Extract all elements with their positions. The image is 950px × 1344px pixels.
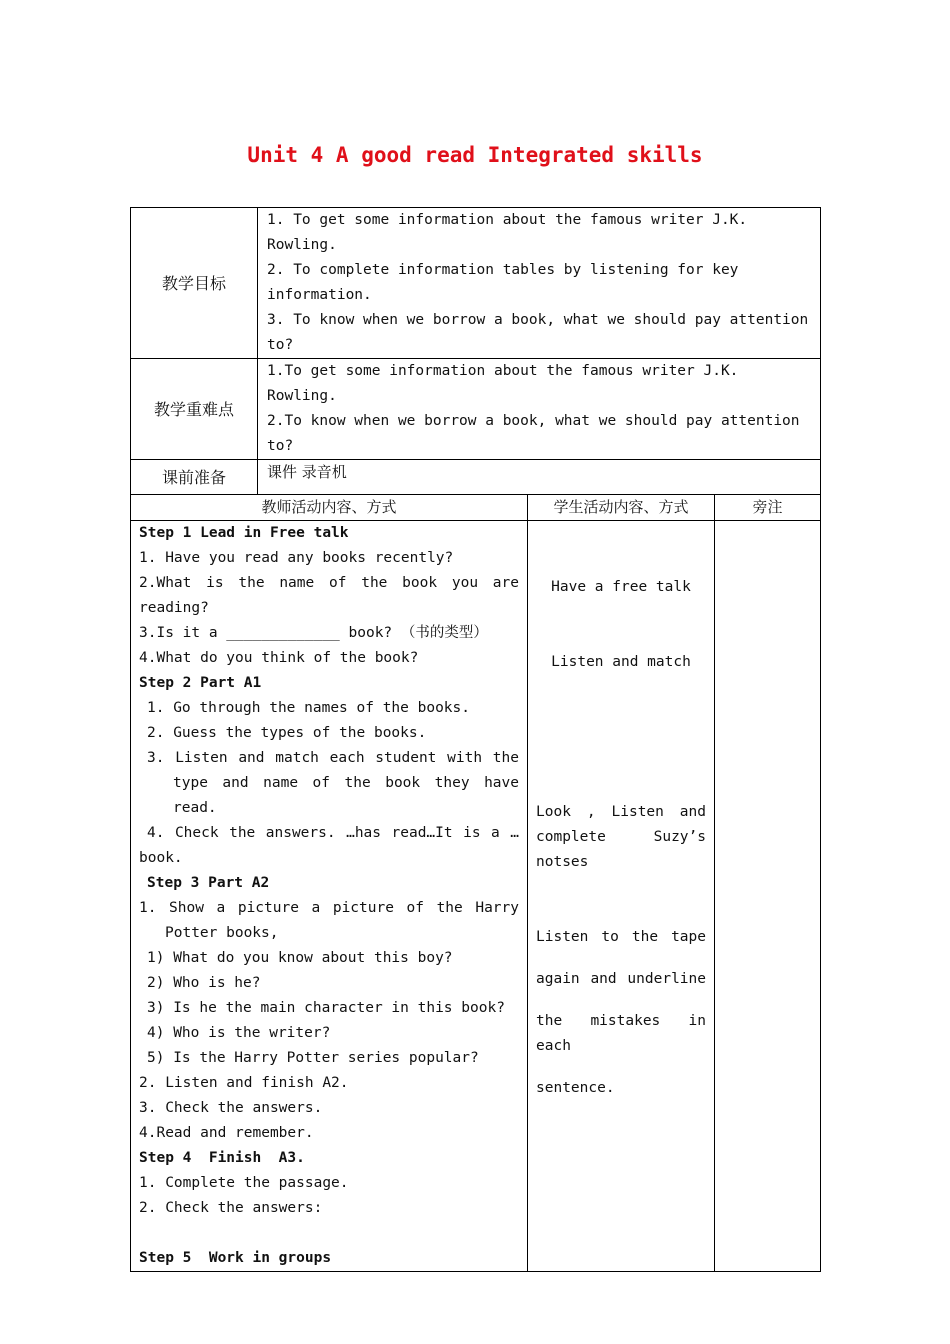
teacher-activity-line: type and name of the book they have [173,775,519,791]
notes-header: 旁注 [715,495,821,521]
teacher-activity-line: 1. Complete the passage. [139,1175,349,1191]
student-activity-content [528,521,715,1272]
key-point-line: to? [267,438,294,454]
teacher-activity-line: 4. Check the answers. …has read…It is a … [147,825,519,841]
key-point-line: 1.To get some information about the famous writer J.K. Rowling. [267,363,748,404]
teacher-activity-line: 1. Show a picture a picture of the Harry [139,900,519,916]
teacher-activity-content [131,521,528,1272]
preparation-content [258,460,821,495]
objectives-content [258,208,821,359]
objectives-row [131,208,821,359]
student-activity-line: the mistakes in each [536,1013,715,1054]
student-activity-line: complete Suzy’s [536,829,706,845]
student-activity-line: Listen to the tape [536,929,706,945]
teacher-activity-line: 1. Have you read any books recently? [139,550,454,566]
objective-line: 1. To get some information about the famous writer J.K. Rowling. [267,212,756,253]
teacher-activity-line: Step 2 Part A1 [139,675,262,691]
teacher-activity-line: Step 3 Part A2 [147,875,270,891]
teacher-activity-line: 3. Check the answers. [139,1100,323,1116]
student-activity-line: Look , Listen and [536,804,706,820]
preparation-row [131,460,821,495]
preparation-value: 课件 录音机 [267,463,347,481]
teacher-activity-line: 2. Guess the types of the books. [147,725,427,741]
page-title: Unit 4 A good read Integrated skills [247,143,703,167]
teacher-activity-line: book. [139,850,183,866]
teacher-activity-line: 1) What do you know about this boy? [147,950,453,966]
student-lines [536,575,715,1101]
teacher-activity-line: 4) Who is the writer? [147,1025,331,1041]
objectives-label: 教学目标 [131,208,258,359]
key-points-row [131,359,821,460]
teacher-activity-line: 2) Who is he? [147,975,261,991]
key-points-content [258,359,821,460]
teacher-activity-line: 4.What do you think of the book? [139,650,419,666]
teacher-activity-line: 2. Check the answers: [139,1200,323,1216]
lesson-plan-table [130,207,821,1272]
teacher-activity-line: 3.Is it a _____________ book? （书的类型） [139,625,488,641]
teacher-activity-line: 2. Listen and finish A2. [139,1075,349,1091]
teacher-activity-line: Step 4 Finish A3. [139,1150,305,1166]
student-activity-line: again and underline [536,971,706,987]
teacher-activity-line: 3. Listen and match each student with the [147,750,519,766]
objective-line: 3. To know when we borrow a book, what we should pay attention [267,312,809,328]
notes-content [715,521,821,1272]
preparation-label: 课前准备 [131,460,258,495]
objective-line: information. [267,287,372,303]
student-activity-header: 学生活动内容、方式 [528,495,715,521]
activity-body-row [131,521,821,1272]
teacher-activity-line: 1. Go through the names of the books. [147,700,471,716]
objective-line: 2. To complete information tables by listening for key [267,262,739,278]
teacher-activity-line: Potter books, [165,925,279,941]
key-point-line: 2.To know when we borrow a book, what we should pay attention [267,413,800,429]
teacher-activity-header: 教师活动内容、方式 [131,495,528,521]
student-activity-line: Listen and match [551,654,691,670]
teacher-activity-line: read. [173,800,217,816]
student-activity-line: Have a free talk [551,579,691,595]
teacher-activity-line: 2.What is the name of the book you are [139,575,519,591]
teacher-activity-line: 5) Is the Harry Potter series popular? [147,1050,479,1066]
activity-header-row [131,495,821,521]
teacher-activity-line: 3) Is he the main character in this book? [147,1000,505,1016]
student-activity-line: notses [536,854,589,870]
key-points-label: 教学重难点 [131,359,258,460]
teacher-activity-line: 4.Read and remember. [139,1125,314,1141]
student-activity-line: sentence. [536,1080,615,1096]
teacher-activity-line: reading? [139,600,209,616]
objective-line: to? [267,337,294,353]
teacher-lines [139,521,519,1271]
teacher-activity-line: Step 1 Lead in Free talk [139,525,349,541]
teacher-activity-line [139,1221,519,1246]
teacher-activity-line: Step 5 Work in groups [139,1250,332,1266]
